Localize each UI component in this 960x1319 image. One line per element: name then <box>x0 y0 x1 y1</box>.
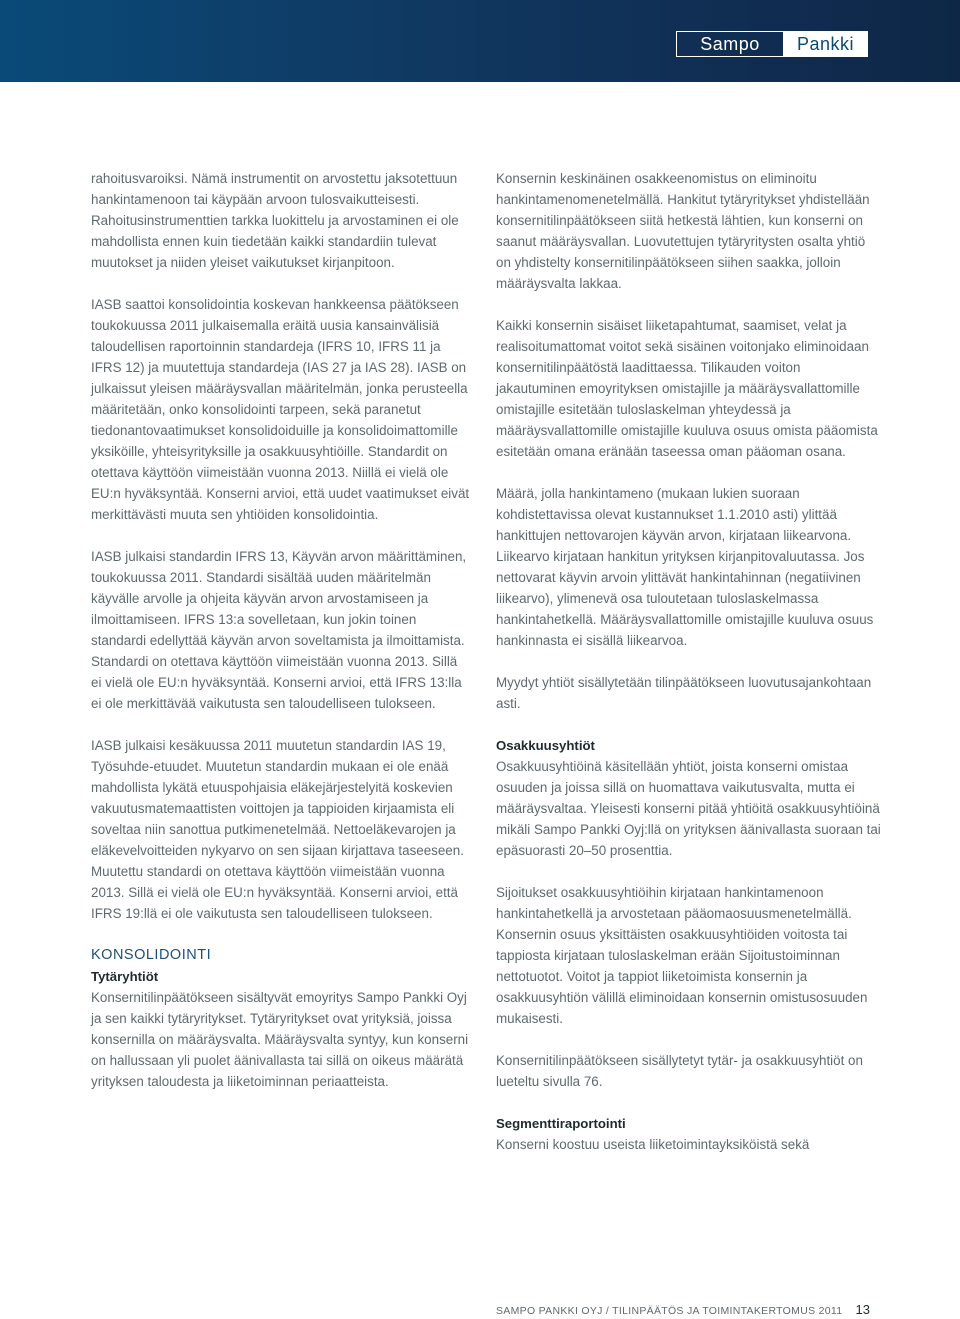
paragraph: IASB saattoi konsolidointia koskevan hankkeensa päätökseen toukokuussa 2011 julkaisemalla eräitä uusia kansainvälisiä taloudellisen raportoinnin standardeja (IFRS 10, IFRS 11 ja IFRS 12) ja muutettuja standardeja (IAS 27 ja IAS 28). IASB on julkaissut yleisen määräysvallan määritelmän, jonka perusteella määritetään, onko konsolidointi tarpeen, sekä paranetut tiedonantovaatimukset konsolidoiduille ja konsolidoimattomille yksiköille, yhteisyrityksille ja osakkuusyhtiöille. Standardit on otettava käyttöön viimeistään vuonna 2013. Niillä ei vielä ole EU:n hyväksyntää. Konserni arvioi, että uudet vaatimukset eivät merkittävästi muuta sen yhtiöiden konsolidointia. <box>91 297 470 522</box>
paragraph: Konsernin keskinäinen osakkeenomistus on eliminoitu hankintamenomenetelmällä. Hankitut tytäryritykset yhdistellään konsernitilinpäätökseen siitä hetkestä lähtien, kun konserni on saanut määräysvallan. Luovutettujen tytäryritysten osalta yhtiö on yhdistelty konsernitilinpäätökseen siihen saakka, jolloin määräysvalta lakkaa. <box>496 171 870 291</box>
logo-pankki-text: Pankki <box>784 32 867 56</box>
subheading-segmenttiraportointi: Segmenttiraportointi <box>496 1116 626 1131</box>
section-heading-konsolidointi: KONSOLIDOINTI <box>91 947 212 963</box>
subheading-tytaryhtiot: Tytäryhtiöt <box>91 969 159 984</box>
logo-sampo-text: Sampo <box>677 32 784 56</box>
paragraph: rahoitusvaroiksi. Nämä instrumentit on arvostettu jaksotettuun hankintamenoon tai käypään arvoon tulosvaikutteisesti. Rahoitusinstrumenttien tarkka luokittelu ja arvostaminen ei ole mahdollista ennen kuin tiedetään kaikki standardiin tulevat muutokset ja niiden yleiset vaikutukset kirjanpitoon. <box>91 171 459 270</box>
paragraph: Konsernitilinpäätökseen sisällytetyt tytär- ja osakkuusyhtiöt on lueteltu sivulla 76. <box>496 1053 863 1089</box>
footer-title: SAMPO PANKKI OYJ / TILINPÄÄTÖS JA TOIMINTAKERTOMUS 2011 <box>496 1305 843 1317</box>
page-number: 13 <box>855 1302 870 1317</box>
page-footer <box>496 1302 870 1317</box>
paragraph: Konserni koostuu useista liiketoimintayksiköistä sekä <box>496 1137 810 1152</box>
subheading-osakkuusyhtiot: Osakkuusyhtiöt <box>496 738 595 753</box>
paragraph: Myydyt yhtiöt sisällytetään tilinpäätökseen luovutusajankohtaan asti. <box>496 675 872 711</box>
sampo-pankki-logo <box>676 31 868 57</box>
paragraph: Määrä, jolla hankintameno (mukaan lukien suoraan kohdistettavissa olevat kustannukset 1.1.2010 asti) ylittää hankittujen nettovarojen käyvän arvon, kirjataan liikearvona. Liikearvo kirjataan hankitun yrityksen kirjanpitovaluutassa. Jos nettovarat käyvin arvoin ylittävät hankintahinnan (negatiivinen liikearvo), ylimenevä osa tuloutetaan tuloslaskelmassa hankintahetkellä. Määräysvallattomille omistajille kuuluva osuus hankinnasta ei sisällä liikearvoa. <box>496 486 874 648</box>
paragraph: Konsernitilinpäätökseen sisältyvät emoyritys Sampo Pankki Oyj ja sen kaikki tytäryritykset. Tytäryritykset ovat yrityksiä, joissa konsernilla on määräysvalta. Määräysvalta syntyy, kun konserni on hallussaan yli puolet äänivallasta tai sillä on oikeus määrätä yrityksen taloudesta ja liiketoiminnan periaatteista. <box>91 990 469 1089</box>
paragraph: Kaikki konsernin sisäiset liiketapahtumat, saamiset, velat ja realisoitumattomat voitot sekä sisäinen voitonjako eliminoidaan konsernitilinpäätöstä laadittaessa. Tilikauden voiton jakautuminen emoyrityksen omistajille ja määräysvallattomille omistajille esitetään tuloslaskelman yhteydessä ja määräysvallattomille omistajille kuuluva osuus omista pääomista esitetään omana eränään taseessa oman pääoman osana. <box>496 318 878 459</box>
paragraph: Sijoitukset osakkuusyhtiöihin kirjataan hankintamenoon hankintahetkellä ja arvostetaan pääomaosuusmenetelmällä. Konsernin osuus yksittäisten osakkuusyhtiöiden voitosta tai tappiosta kirjataan tuloslaskelman erään Sijoitustoiminnan nettotuotot. Voitot ja tappiot liiketoimista konsernin ja osakkuusyhtiön välillä eliminoidaan konsernin omistusosuuden mukaisesti. <box>496 885 868 1026</box>
paragraph: Osakkuusyhtiöinä käsitellään yhtiöt, joista konserni omistaa osuuden ja joissa sillä on huomattava vaikutusvalta, mutta ei määräysvaltaa. Yleisesti konserni pitää yhtiöitä osakkuusyhtiöinä mikäli Sampo Pankki Oyj:llä on yrityksen äänivallasta suoraan tai epäsuorasti 20–50 prosenttia. <box>496 759 881 858</box>
right-column <box>496 168 881 1176</box>
header-banner <box>0 0 960 82</box>
paragraph: IASB julkaisi kesäkuussa 2011 muutetun standardin IAS 19, Työsuhde-etuudet. Muutetun standardin mukaan ei ole enää mahdollista lykätä etuuspohjaisia eläkejärjestelyitä koskevien vakuutusmatemaattisten voittojen ja tappioiden kirjaamista eli soveltaa niin sanottua putkimenetelmää. Nettoeläkevarojen ja eläkevelvoitteiden nykyarvo on sen sijaan kirjattava taseeseen. Muutettu standardi on otettava käyttöön viimeistään vuonna 2013. Sillä ei vielä ole EU:n hyväksyntää. Konserni arvioi, että IFRS 19:llä ei ole vaikutusta sen taloudelliseen tulokseen. <box>91 738 464 921</box>
left-column <box>91 168 471 1113</box>
paragraph: IASB julkaisi standardin IFRS 13, Käyvän arvon määrittäminen, toukokuussa 2011. Standardi sisältää uuden määritelmän käyvälle arvolle ja ohjeita käyvän arvon arvostamiseen ja ilmoittamiseen. IFRS 13:a sovelletaan, kun jokin toinen standardi edellyttää käyvän arvon soveltamista ja ilmoittamista. Standardi on otettava käyttöön viimeistään vuonna 2013. Sillä ei vielä ole EU:n hyväksyntää. Konserni arvioi, että IFRS 13:lla ei ole merkittävää vaikutusta sen taloudelliseen tulokseen. <box>91 549 467 711</box>
